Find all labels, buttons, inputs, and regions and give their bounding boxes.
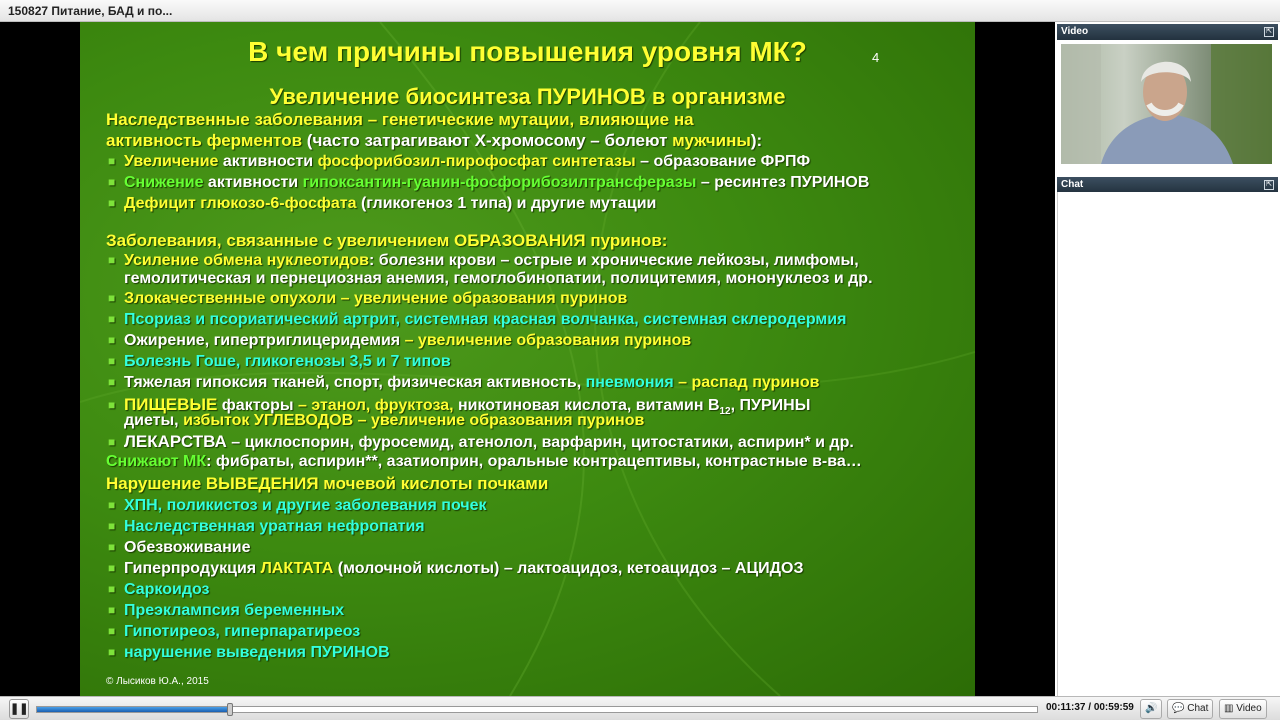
bullet-lactate: ■ Гиперпродукция ЛАКТАТА (молочной кислоты) – лактоацидоз, кетоацидоз – АЦИДОЗ — [108, 560, 804, 578]
video-panel-icon: ▥ — [1224, 703, 1234, 714]
time-display: 00:11:37 / 00:59:59 — [1046, 702, 1134, 713]
volume-button[interactable] — [1140, 699, 1162, 719]
bullet-obesity: ■ Ожирение, гипертриглицеридемия – увеличение образования пуринов — [108, 332, 691, 350]
video-panel-header — [1057, 24, 1278, 40]
volume-icon: 🔊 — [1145, 703, 1158, 714]
bullet-food: ■ ПИЩЕВЫЕ факторы – этанол, фруктоза, никотиновая кислота, витамин $В_{12}$, ПУРИНЫ — [108, 395, 810, 417]
bullet-tumors: ■ Злокачественные опухоли – увеличение образования пуринов — [108, 290, 627, 308]
chat-panel-header — [1057, 177, 1278, 193]
bullet-food-cont: диеты, избыток УГЛЕВОДОВ – увеличение образования пуринов — [124, 412, 645, 429]
chat-bubble-icon: 💬 — [1172, 703, 1185, 714]
heading-hereditary: Наследственные заболевания – генетические мутации, влияющие на — [106, 110, 694, 129]
bullet-purine-excretion: ■ нарушение выведения ПУРИНОВ — [108, 644, 390, 662]
bullet-psoriasis: ■ Псориаз и псориатический артрит, системная красная волчанка, системная склеродермия — [108, 311, 846, 329]
maximize-video-icon[interactable]: ⇱ — [1264, 27, 1274, 37]
bullet-increase: ■ Увеличение активности фосфорибозил-пирофосфат синтетазы – образование ФРПФ — [108, 153, 810, 171]
pause-icon: ❚❚ — [10, 703, 29, 715]
video-toggle-button[interactable] — [1219, 699, 1267, 719]
bullet-preeclampsia: ■ Преэклампсия беременных — [108, 602, 344, 620]
bullet-nucleotides-cont: гемолитическая и пернециозная анемия, гемоглобинопатии, полицитемия, мононуклеоз и др. — [124, 270, 873, 287]
slide-page-number: 4 — [872, 50, 880, 65]
chat-panel-label: Chat — [1061, 179, 1084, 190]
bullet-gaucher: ■ Болезнь Гоше, гликогенозы 3,5 и 7 типов — [108, 353, 451, 371]
bullet-dehydration: ■ Обезвоживание — [108, 539, 250, 557]
slide — [80, 22, 975, 696]
heading-excretion: Нарушение ВЫВЕДЕНИЯ мочевой кислоты почками — [106, 474, 549, 493]
maximize-chat-icon[interactable]: ⇱ — [1264, 180, 1274, 190]
bullet-hypoxia: ■ Тяжелая гипоксия тканей, спорт, физическая активность, пневмония – распад пуринов — [108, 374, 819, 392]
heading-formation: Заболевания, связанные с увеличением ОБРАЗОВАНИЯ пуринов: — [106, 231, 668, 250]
chat-toggle-button[interactable] — [1167, 699, 1213, 719]
bullet-nephropathy: ■ Наследственная уратная нефропатия — [108, 518, 425, 536]
progress-track[interactable] — [36, 706, 1038, 713]
bullet-deficit: ■ Дефицит глюкозо-6-фосфата (гликогеноз 1 типа) и другие мутации — [108, 195, 656, 213]
bullet-drugs: ■ ЛЕКАРСТВА – циклоспорин, фуросемид, атенолол, варфарин, цитостатики, аспирин* и др. — [108, 432, 854, 452]
chat-area[interactable] — [1057, 192, 1278, 696]
chat-toggle-label: Chat — [1187, 703, 1209, 714]
bullet-ckd: ■ ХПН, поликистоз и другие заболевания почек — [108, 497, 487, 515]
window-title: 150827 Питание, БАД и по... — [0, 0, 1280, 22]
player-controls — [0, 696, 1280, 720]
progress-fill — [37, 707, 230, 712]
pause-button[interactable] — [9, 699, 29, 719]
slide-title: В чем причины повышения уровня МК? — [248, 36, 807, 67]
video-panel-label: Video — [1061, 26, 1089, 37]
bullet-decrease: ■ Снижение активности гипоксантин-гуанин-фосфорибозилтрансферазы – ресинтез ПУРИНОВ — [108, 174, 869, 192]
video-toggle-label: Video — [1236, 703, 1262, 714]
bullet-nucleotides: ■ Усиление обмена нуклеотидов: болезни крови – острые и хронические лейкозы, лимфомы, — [108, 252, 859, 270]
bullet-thyroid: ■ Гипотиреоз, гиперпаратиреоз — [108, 623, 360, 641]
bullet-sarcoidosis: ■ Саркоидоз — [108, 581, 210, 599]
slide-subtitle: Увеличение биосинтеза ПУРИНОВ в организме — [269, 84, 786, 109]
heading-hereditary-cont: активность ферментов (часто затрагивают Х-хромосому – болеют мужчины): — [106, 131, 763, 150]
presentation-stage — [0, 22, 1055, 696]
progress-thumb[interactable] — [227, 703, 233, 716]
speaker-video-frame — [1061, 44, 1272, 164]
line-reduce-uric-acid: Снижают МК: фибраты, аспирин**, азатиоприн, оральные контрацептивы, контрастные в-ва… — [106, 453, 862, 470]
slide-copyright: © Лысиков Ю.А., 2015 — [106, 676, 209, 687]
speaker-video — [1061, 44, 1272, 164]
